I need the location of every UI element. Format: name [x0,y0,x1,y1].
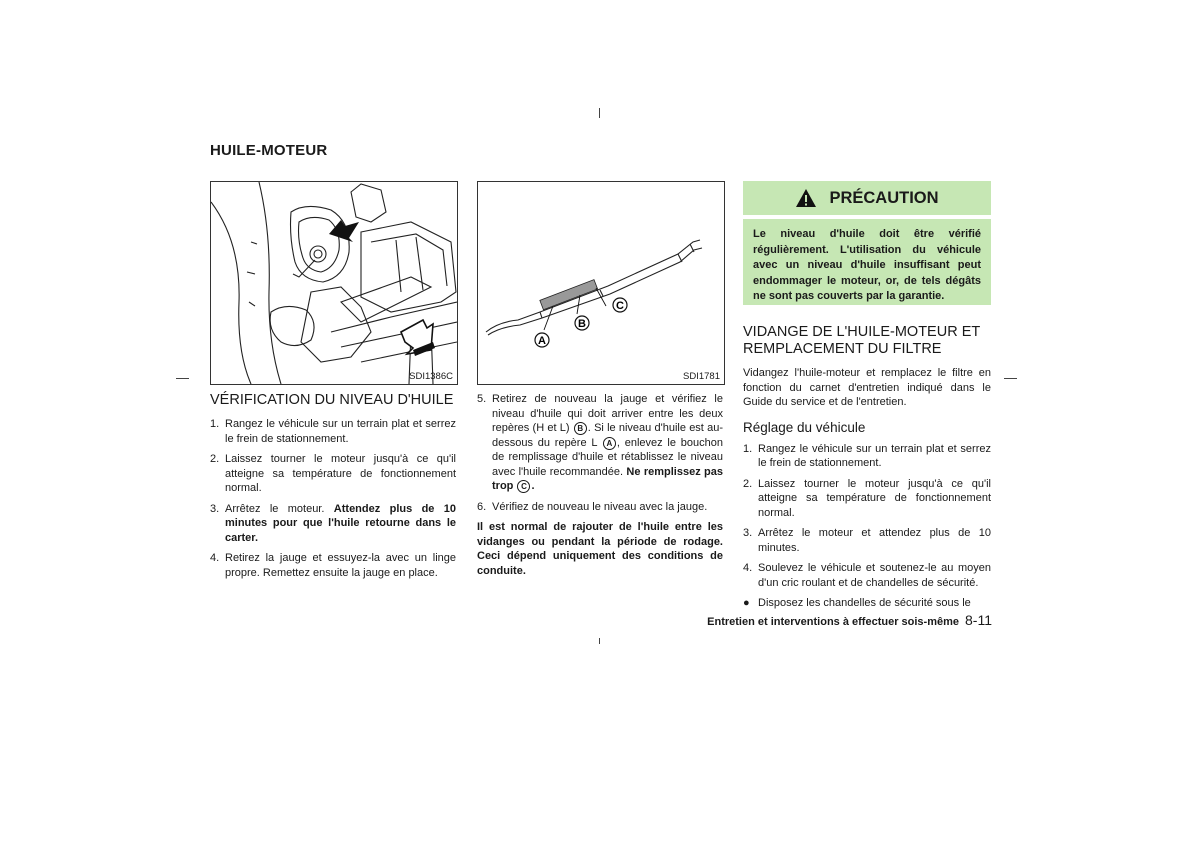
list-item: 6. Vérifiez de nouveau le niveau avec la jauge. [477,500,708,513]
list-item: 2. Laissez tourner le moteur jusqu'à ce qu'il atteigne sa température de fonctionnement normal. [210,453,456,494]
marker-c-label: C [616,300,624,312]
warning-icon [795,188,817,208]
marker-b-label: B [578,318,586,330]
marker-a-label: A [538,335,546,347]
marker-c-inline: C [517,480,530,493]
list-item: 1. Rangez le véhicule sur un terrain plat et serrez le frein de stationnement. [210,418,456,445]
intro-paragraph: Vidangez l'huile-moteur et remplacez le filtre en fonction du carnet d'entretien indiqué dans le Guide du service et de l'entretien. [743,367,991,408]
steps-list-continued [477,392,723,514]
figure-dipstick-levels [477,181,725,385]
list-item: 3. Arrêtez le moteur et attendez plus de 10 minutes. [743,527,991,554]
list-item: ● Disposez les chandelles de sécurité sous le [743,597,971,609]
crop-mark-top [599,108,600,118]
steps-list [210,417,456,580]
list-item: 2. Laissez tourner le moteur jusqu'à ce qu'il atteigne sa température de fonctionnement normal. [743,477,991,519]
page-footer [650,612,992,628]
caution-header [743,181,991,215]
dipstick-illustration [478,182,724,384]
column-1 [210,392,456,586]
figure-code: SDI1386C [409,371,453,382]
list-item: 1. Rangez le véhicule sur un terrain plat et serrez le frein de stationnement. [743,442,991,469]
figure-code: SDI1781 [683,371,720,382]
figure-engine-dipstick [210,181,458,385]
list-item: 5. Retirez de nouveau la jauge et vérifiez le niveau d'huile qui doit arriver entre les deux repères (H et L) B . Si le niveau d'huile est au-dessous du repère L A , enlevez le bouchon de remplissage d'huile et rétablissez le niveau avec l'huile recommandée. Ne remplissez pas trop C . [477,393,723,492]
section-title: HUILE-MOTEUR [210,142,328,159]
column-2 [477,392,723,584]
list-item: 3. Arrêtez le moteur. Attendez plus de 10 minutes pour que l'huile retourne dans le carter. [210,502,457,544]
page-number: 8-11 [965,612,992,628]
caution-body: Le niveau d'huile doit être vérifié régulièrement. L'utilisation du véhicule avec un niveau d'huile insuffisant peut endommager le moteur, or, de tels dégâts ne sont pas couverts par la garantie. [743,219,991,305]
note-paragraph: Il est normal de rajouter de l'huile entre les vidanges ou pendant la période de rodage. Ceci dépend uniquement des conditions de conduite. [477,521,723,577]
crop-mark-right [1004,378,1017,379]
setup-steps-list [743,442,991,611]
footer-chapter: Entretien et interventions à effectuer sois-même [707,616,960,628]
subheading-vehicle-setup: Réglage du véhicule [743,419,866,435]
heading-oil-change: VIDANGE DE L'HUILE-MOTEUR ET REMPLACEMENT DU FILTRE [743,324,980,357]
caution-title: PRÉCAUTION [829,188,939,207]
marker-a-inline: A [603,437,616,450]
crop-mark-left [176,378,189,379]
marker-b-inline: B [574,422,587,435]
heading-oil-level-check: VÉRIFICATION DU NIVEAU D'HUILE [210,392,454,408]
engine-illustration [211,182,457,384]
bullet-icon: ● [743,597,750,609]
list-item: 4. Retirez la jauge et essuyez-la avec un linge propre. Remettez ensuite la jauge en place. [210,552,456,579]
crop-mark-bottom [599,638,600,644]
list-item: 4. Soulevez le véhicule et soutenez-le au moyen d'un cric roulant et de chandelles de sécurité. [743,562,991,589]
column-3 [743,324,991,617]
